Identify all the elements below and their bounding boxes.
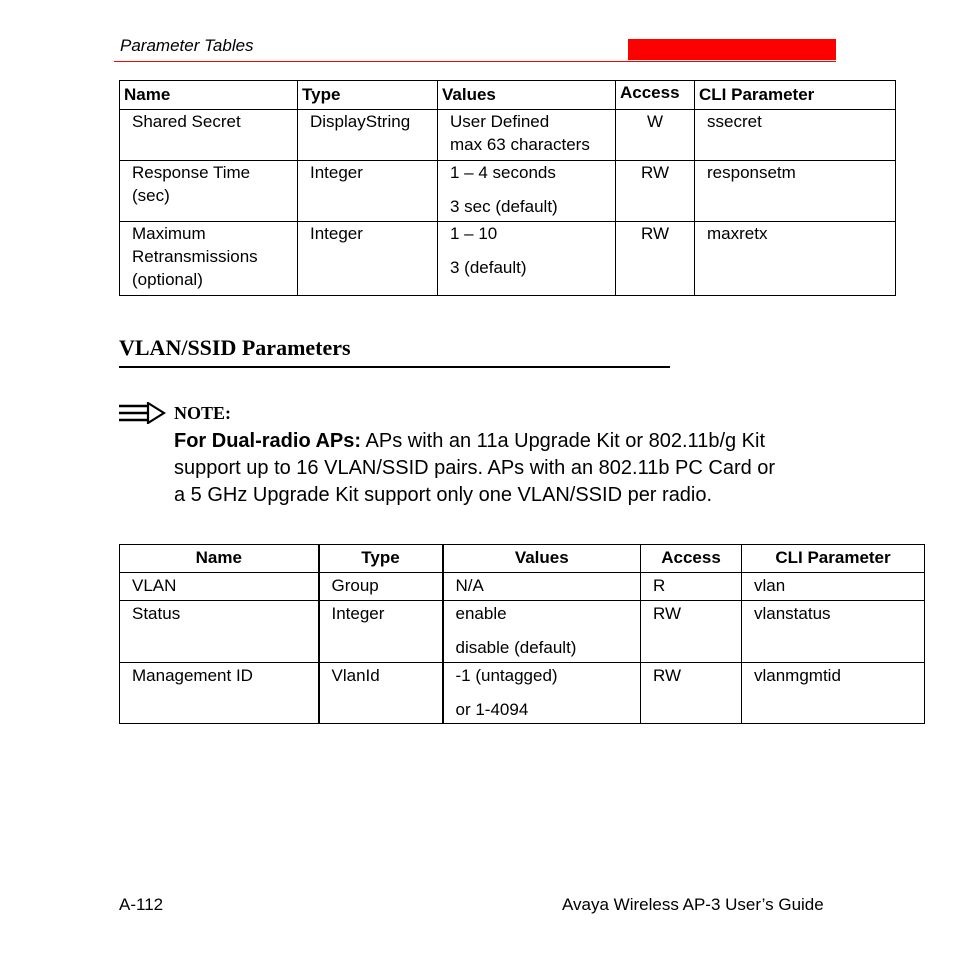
radius-parameters-table [119, 80, 896, 296]
note-text: support up to 16 VLAN/SSID pairs. APs with an 802.11b PC Card or [174, 457, 776, 479]
table-row [120, 573, 925, 601]
note-body [174, 428, 854, 509]
cell-access: RW [641, 663, 742, 724]
page-number: A-112 [119, 895, 164, 914]
cell-values [443, 601, 641, 663]
cell-name [120, 161, 298, 222]
cell-type: Group [319, 573, 443, 601]
cell-cli: responsetm [695, 161, 896, 222]
cell-access: RW [641, 601, 742, 663]
cell-cli: vlan [742, 573, 925, 601]
cell-name: Status [120, 601, 319, 663]
column-header-type: Type [298, 81, 438, 110]
section-rule [119, 366, 670, 368]
section-title: VLAN/SSID Parameters [119, 335, 351, 360]
note-text: APs with an 11a Upgrade Kit or 802.11b/g Kit [361, 430, 766, 452]
cell-values [438, 222, 616, 296]
column-header-cli: CLI Parameter [695, 81, 896, 110]
column-header-values: Values [438, 81, 616, 110]
note-arrow-icon [118, 402, 166, 424]
column-header-cli: CLI Parameter [742, 545, 925, 573]
table-row [120, 110, 896, 161]
table-row [120, 663, 925, 724]
note-lead: For Dual-radio APs: [174, 430, 362, 452]
note-label: NOTE: [174, 403, 232, 423]
cell-cli: maxretx [695, 222, 896, 296]
table-row [120, 222, 896, 296]
header-rule [114, 61, 836, 62]
cell-type: Integer [319, 601, 443, 663]
cell-text: 3 sec (default) [450, 197, 558, 216]
cell-values [443, 663, 641, 724]
cell-type: Integer [298, 161, 438, 222]
table-header-row [120, 545, 925, 573]
cell-text: Maximum [132, 224, 206, 243]
cell-access: RW [616, 222, 695, 296]
column-header-name: Name [120, 545, 319, 573]
cell-text: Shared Secret [132, 112, 241, 131]
cell-type: Integer [298, 222, 438, 296]
header-accent-bar [628, 39, 836, 60]
column-header-access: Access [641, 545, 742, 573]
cell-text: enable [455, 604, 507, 623]
cell-text: (sec) [132, 186, 170, 205]
note-text: a 5 GHz Upgrade Kit support only one VLAN/SSID per radio. [174, 484, 713, 506]
cell-name: VLAN [120, 573, 319, 601]
cell-name [120, 222, 298, 296]
cell-text: -1 (untagged) [455, 666, 558, 685]
cell-values [443, 573, 641, 601]
cell-text: or 1-4094 [455, 700, 529, 719]
column-header-access: Access [616, 81, 695, 110]
cell-text: N/A [455, 576, 484, 595]
column-header-type: Type [319, 545, 443, 573]
cell-text: 3 (default) [450, 258, 527, 277]
cell-cli: vlanmgmtid [742, 663, 925, 724]
cell-values [438, 110, 616, 161]
cell-values [438, 161, 616, 222]
table-header-row [120, 81, 896, 110]
cell-text: Retransmissions [132, 247, 258, 266]
cell-name: Management ID [120, 663, 319, 724]
footer-guide-title: Avaya Wireless AP-3 User’s Guide [562, 895, 824, 914]
cell-text: 1 – 10 [450, 224, 498, 243]
cell-text: Response Time [132, 163, 251, 182]
cell-text: 1 – 4 seconds [450, 163, 556, 182]
cell-cli: ssecret [695, 110, 896, 161]
cell-access: W [616, 110, 695, 161]
cell-cli: vlanstatus [742, 601, 925, 663]
column-header-values: Values [443, 545, 641, 573]
column-header-name: Name [120, 81, 298, 110]
table-row [120, 161, 896, 222]
cell-access: RW [616, 161, 695, 222]
running-header-title: Parameter Tables [120, 36, 254, 55]
cell-access: R [641, 573, 742, 601]
cell-text: max 63 characters [450, 135, 590, 154]
table-row [120, 601, 925, 663]
cell-text: User Defined [450, 112, 550, 131]
cell-text: disable (default) [455, 638, 577, 657]
vlan-ssid-parameters-table [119, 544, 925, 724]
cell-type: VlanId [319, 663, 443, 724]
cell-name [120, 110, 298, 161]
cell-type: DisplayString [298, 110, 438, 161]
cell-text: (optional) [132, 270, 203, 289]
